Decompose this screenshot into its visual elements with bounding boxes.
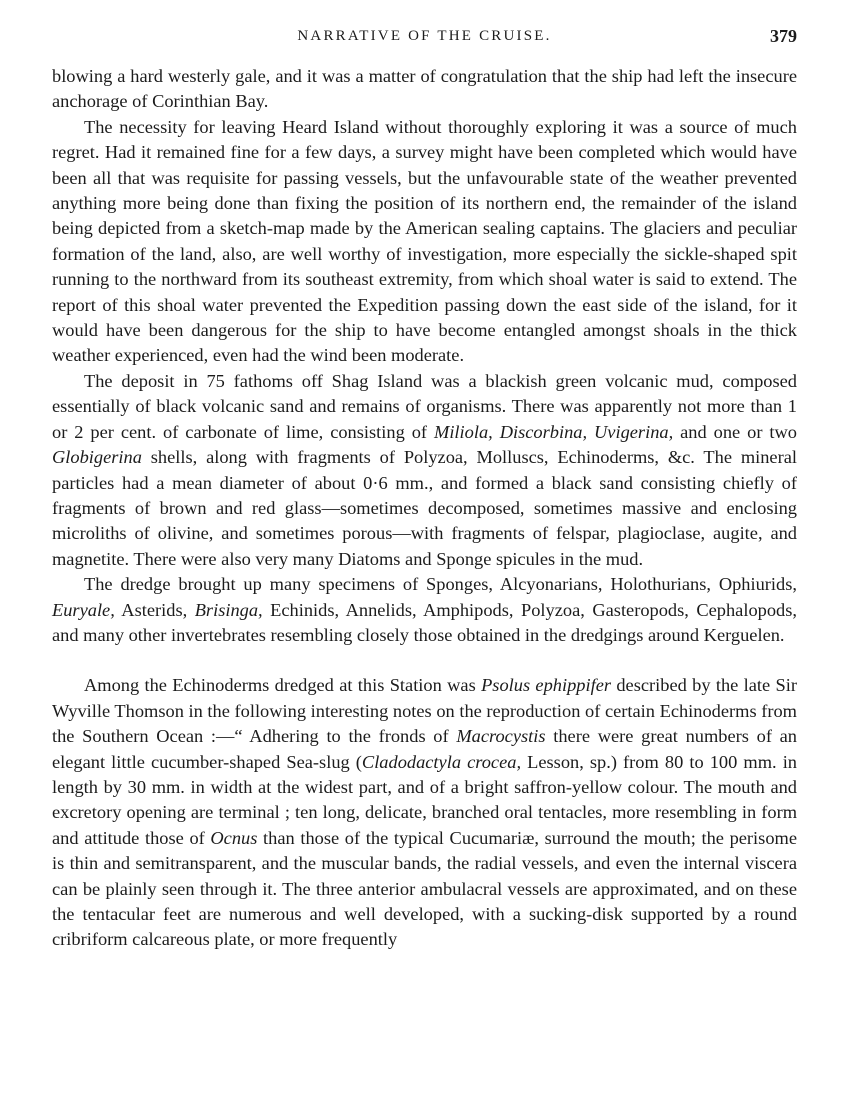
taxon-name: Uvigerina,	[594, 421, 674, 442]
taxon-name: Euryale,	[52, 599, 115, 620]
text-run: shells, along with fragments of Polyzoa, Molluscs, Echinoderms, &c. The mineral particles had a mean diameter of about 0·6 mm., and formed a black sand consisting chiefly of fragments of brown and red glass—sometimes decomposed, sometimes massive and enclosing microliths of olivine, and sometimes porous—with fragments of felspar, plagioclase, augite, and magnetite. There were also very many Diatoms and Sponge spicules in the mud.	[52, 447, 797, 569]
running-title: NARRATIVE OF THE CRUISE.	[297, 28, 552, 44]
paragraph-deposit	[52, 369, 797, 572]
taxon-name: Cladodactyla crocea,	[361, 751, 522, 772]
text-run: Echinids, Annelids, Amphipods, Polyzoa, Gasteropods, Cephalopods, and many other invertebrates resembling closely those obtained in the dredgings around Kerguelen.	[52, 599, 797, 645]
taxon-name: Macrocystis	[456, 726, 546, 747]
book-page	[52, 28, 797, 953]
taxon-name: Brisinga,	[194, 599, 263, 620]
text-run: Asterids,	[114, 599, 195, 620]
paragraph-dredge	[52, 572, 797, 648]
text-run: The dredge brought up many specimens of Sponges, Alcyonarians, Holothurians, Ophiurids,	[84, 574, 797, 595]
text-run: Lesson, sp.) from 80 to 100 mm. in length by 30 mm. in width at the widest part, and of a bright saffron-yellow colour. The mouth and excretory opening are terminal ; ten long, delicate, branched oral tentacles, more resembling in form and attitude those of	[52, 751, 797, 848]
taxon-name: Miliola,	[434, 421, 493, 442]
running-header	[52, 28, 797, 54]
text-run: there were great numbers of an elegant little cucumber-shaped Sea-slug (	[52, 726, 797, 772]
text-run	[587, 422, 594, 442]
taxon-name: Psolus ephippifer	[481, 675, 612, 696]
text-run: and one or two	[673, 421, 797, 442]
taxon-name: Ocnus	[210, 827, 258, 848]
text-run: The deposit in 75 fathoms off Shag Island was a blackish green volcanic mud, composed essentially of black volcanic sand and remains of organisms. There was apparently not more than 1 or 2 per cent. of carbonate of lime, consisting of	[52, 370, 797, 442]
paragraph-echinoderms	[52, 673, 797, 952]
paragraph-heard-island: The necessity for leaving Heard Island without thoroughly exploring it was a source of much regret. Had it remained fine for a few days, a survey might have been completed which would have been all that was requisite for passing vessels, but the unfavourable state of the weather prevented anything more being done than fixing the position of its northern end, the remainder of the island being depicted from a sketch-map made by the American sealing captains. The glaciers and peculiar formation of the land, also, are well worthy of investigation, more especially the sickle-shaped spit running to the northward from its southeast extremity, from which shoal water is said to extend. The report of this shoal water prevented the Expedition passing down the east side of the island, for it would have been dangerous for the ship to have become entangled amongst shoals in the thick weather experienced, even had the wind been moderate.	[52, 116, 797, 366]
text-run: than those of the typical Cucumariæ, surround the mouth; the perisome is thin and semitransparent, and the muscular bands, the radial vessels, and even the internal viscera can be plainly seen through it. The three anterior ambulacral vessels are approximated, and on these the tentacular feet are numerous and well developed, with a sucking-disk supported by a round cribriform calcareous plate, or more frequently	[52, 827, 797, 950]
page-number: 379	[770, 26, 797, 46]
text-run: Among the Echinoderms dredged at this Station was	[84, 675, 482, 696]
text-run: described by the late Sir Wyville Thomson in the following interesting notes on the reproduction of certain Echinoderms from the Southern Ocean :—“ Adhering to the fronds of	[52, 675, 797, 747]
body-text	[52, 64, 797, 953]
text-run	[493, 422, 500, 442]
taxon-name: Discorbina,	[499, 421, 588, 442]
taxon-name: Globigerina	[52, 447, 142, 468]
paragraph-continued: blowing a hard westerly gale, and it was a matter of congratulation that the ship had left the insecure anchorage of Corinthian Bay.	[52, 66, 797, 112]
